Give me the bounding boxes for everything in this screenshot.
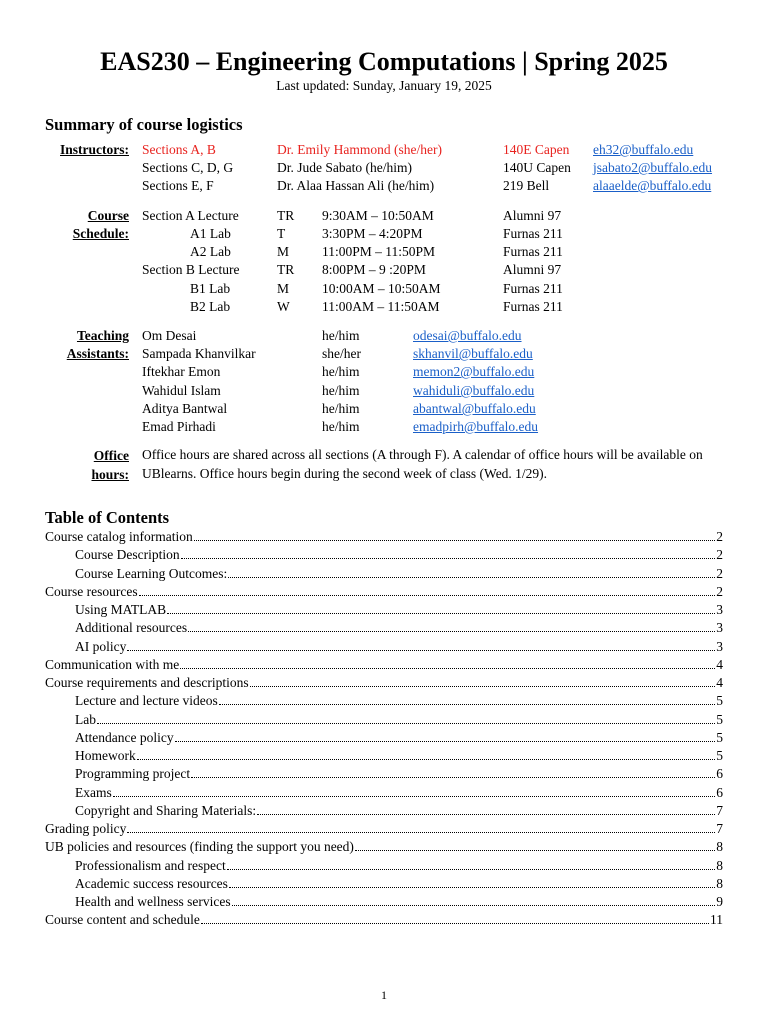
instructor-sections: Sections E, F bbox=[142, 178, 214, 193]
schedule-days: T bbox=[277, 226, 286, 241]
toc-entry-page: 3 bbox=[716, 620, 723, 636]
instructor-sections: Sections C, D, G bbox=[142, 160, 234, 175]
toc-entry-title: Course requirements and descriptions bbox=[45, 675, 249, 690]
ta-email-link[interactable]: abantwal@buffalo.edu bbox=[413, 401, 536, 416]
toc-dot-leader bbox=[188, 630, 715, 632]
toc-entry[interactable] bbox=[75, 746, 723, 764]
toc-entry-title: Communication with me bbox=[45, 656, 180, 672]
ta-email-link[interactable]: emadpirh@buffalo.edu bbox=[413, 419, 539, 434]
toc-entry-title: Exams bbox=[75, 784, 112, 800]
schedule-time: 10:00AM – 10:50AM bbox=[322, 281, 441, 296]
schedule-room: Furnas 211 bbox=[503, 281, 563, 296]
schedule-time: 11:00AM – 11:50AM bbox=[322, 299, 440, 314]
ta-pronouns: he/him bbox=[322, 383, 360, 398]
toc-entry[interactable] bbox=[75, 801, 723, 819]
toc-entry-title: Additional resources bbox=[75, 620, 188, 636]
schedule-session-name: B2 Lab bbox=[190, 299, 231, 314]
toc-entry-page: 8 bbox=[716, 875, 723, 891]
schedule-session-name: B1 Lab bbox=[190, 281, 231, 296]
toc-entry-title: Course content and schedule bbox=[45, 912, 200, 928]
toc-dot-leader bbox=[181, 557, 716, 559]
toc-entry-title: Programming project bbox=[75, 766, 191, 782]
schedule-session-name: Section A Lecture bbox=[142, 208, 239, 223]
toc-entry-page: 5 bbox=[716, 748, 723, 763]
instructor-name: Dr. Jude Sabato (he/him) bbox=[277, 160, 412, 175]
toc-dot-leader bbox=[127, 831, 715, 833]
schedule-room: Furnas 211 bbox=[503, 244, 563, 259]
toc-entry-page: 5 bbox=[716, 729, 723, 745]
toc-dot-leader bbox=[355, 849, 715, 851]
schedule-label-line2: Schedule: bbox=[72, 226, 129, 241]
schedule-time: 8:00PM – 9 :20PM bbox=[322, 262, 426, 277]
toc-entry[interactable] bbox=[45, 673, 723, 691]
toc-entry[interactable] bbox=[75, 764, 723, 782]
toc-dot-leader bbox=[257, 813, 715, 815]
ta-pronouns: he/him bbox=[322, 419, 360, 434]
schedule-label-line1: Course bbox=[87, 208, 129, 223]
toc-entry-title: Attendance policy bbox=[75, 729, 174, 745]
toc-entry-page: 6 bbox=[716, 766, 723, 782]
ta-pronouns: he/him bbox=[322, 328, 360, 343]
page-number: 1 bbox=[381, 988, 387, 1002]
toc-dot-leader bbox=[113, 795, 716, 797]
ta-email-link[interactable]: odesai@buffalo.edu bbox=[413, 328, 522, 343]
office-hours-text: Office hours are shared across all sections (A through F). A calendar of office hours will be available on UBlearns. Office hours begin during the second week of class (Wed. 1/29). bbox=[142, 447, 703, 481]
schedule-days: M bbox=[277, 244, 290, 259]
schedule-room: Alumni 97 bbox=[503, 262, 562, 277]
toc-entry[interactable] bbox=[75, 874, 723, 892]
toc-entry-page: 6 bbox=[716, 784, 723, 800]
instructor-office: 140E Capen bbox=[503, 142, 570, 157]
toc-entry-page: 5 bbox=[716, 693, 723, 709]
toc-dot-leader bbox=[229, 886, 715, 888]
toc-entry-page: 2 bbox=[716, 583, 723, 599]
toc-entry[interactable] bbox=[45, 582, 723, 600]
instructor-office: 140U Capen bbox=[503, 160, 571, 175]
toc-entry-page: 5 bbox=[716, 711, 723, 727]
ta-name: Aditya Bantwal bbox=[142, 401, 228, 416]
schedule-days: W bbox=[277, 299, 290, 314]
toc-entry-title: Course Description bbox=[75, 547, 180, 563]
instructor-sections: Sections A, B bbox=[142, 142, 216, 157]
toc-entry-title: AI policy bbox=[75, 638, 127, 654]
toc-entry[interactable] bbox=[45, 837, 723, 855]
toc-entry-page: 7 bbox=[716, 821, 723, 836]
toc-dot-leader bbox=[175, 740, 716, 742]
document-title: EAS230 – Engineering Computations | Spring 2025 bbox=[100, 47, 668, 76]
toc-dot-leader bbox=[191, 776, 715, 778]
toc-entry[interactable] bbox=[75, 545, 723, 563]
schedule-time: 3:30PM – 4:20PM bbox=[322, 226, 423, 241]
schedule-time: 11:00PM – 11:50PM bbox=[322, 244, 436, 259]
toc-entry[interactable] bbox=[75, 637, 723, 655]
schedule-session-name: A2 Lab bbox=[190, 244, 231, 259]
toc-entry[interactable] bbox=[45, 655, 723, 673]
instructor-office: 219 Bell bbox=[503, 178, 550, 193]
schedule-days: TR bbox=[277, 208, 295, 223]
last-updated: Last updated: Sunday, January 19, 2025 bbox=[276, 78, 492, 93]
instructor-email-link[interactable]: jsabato2@buffalo.edu bbox=[593, 160, 713, 175]
toc-entry-page: 7 bbox=[716, 802, 723, 818]
toc-entry-page: 3 bbox=[716, 638, 723, 654]
toc-entry-page: 2 bbox=[716, 547, 723, 563]
toc-entry-page: 9 bbox=[716, 894, 723, 909]
ta-email-link[interactable]: wahiduli@buffalo.edu bbox=[413, 383, 535, 398]
ta-pronouns: he/him bbox=[322, 401, 360, 416]
toc-entry-title: Lecture and lecture videos bbox=[75, 693, 218, 709]
toc-entry-page: 11 bbox=[710, 912, 723, 928]
toc-dot-leader bbox=[127, 649, 715, 651]
toc-entry-title: Homework bbox=[75, 748, 136, 763]
toc-entry-title: Health and wellness services bbox=[75, 894, 231, 909]
toc-entry-page: 8 bbox=[716, 857, 723, 873]
ta-pronouns: he/him bbox=[322, 364, 360, 379]
ta-name: Iftekhar Emon bbox=[142, 364, 221, 379]
toc-entry[interactable] bbox=[75, 691, 723, 709]
instructor-email-link[interactable]: eh32@buffalo.edu bbox=[593, 142, 694, 157]
toc-entry[interactable] bbox=[45, 910, 723, 928]
ta-pronouns: she/her bbox=[322, 346, 361, 361]
toc-dot-leader bbox=[194, 539, 716, 541]
toc-dot-leader bbox=[97, 722, 715, 724]
instructors-label: Instructors: bbox=[60, 142, 129, 157]
toc-entry-title: Course catalog information bbox=[45, 529, 193, 544]
ta-name: Emad Pirhadi bbox=[142, 419, 216, 434]
toc-entry-title: Academic success resources bbox=[75, 875, 228, 891]
toc-entry-title: Course resources bbox=[45, 583, 138, 599]
toc-heading: Table of Contents bbox=[45, 508, 170, 527]
ta-label-line1: Teaching bbox=[76, 328, 129, 343]
toc-entry-title: Course Learning Outcomes: bbox=[75, 565, 228, 581]
ta-email-link[interactable]: skhanvil@buffalo.edu bbox=[413, 346, 533, 361]
toc-entry[interactable] bbox=[75, 600, 723, 618]
ta-name: Wahidul Islam bbox=[142, 383, 221, 398]
toc-dot-leader bbox=[167, 612, 715, 614]
summary-heading: Summary of course logistics bbox=[45, 115, 243, 134]
toc-dot-leader bbox=[232, 904, 716, 906]
toc-entry[interactable] bbox=[75, 783, 723, 801]
toc-entry-title: Professionalism and respect bbox=[75, 857, 226, 873]
ta-email-link[interactable]: memon2@buffalo.edu bbox=[413, 364, 535, 379]
toc-dot-leader bbox=[250, 685, 716, 687]
schedule-room: Furnas 211 bbox=[503, 226, 563, 241]
ta-name: Sampada Khanvilkar bbox=[142, 346, 256, 361]
schedule-time: 9:30AM – 10:50AM bbox=[322, 208, 434, 223]
toc-dot-leader bbox=[227, 868, 716, 870]
instructor-name: Dr. Emily Hammond (she/her) bbox=[277, 142, 442, 157]
toc-entry[interactable] bbox=[75, 618, 723, 636]
toc-entry[interactable] bbox=[75, 856, 723, 874]
toc-dot-leader bbox=[137, 758, 716, 760]
toc-entry[interactable] bbox=[75, 710, 723, 728]
schedule-days: M bbox=[277, 281, 290, 296]
schedule-room: Furnas 211 bbox=[503, 299, 563, 314]
toc-entry-title: Lab bbox=[75, 711, 96, 727]
schedule-days: TR bbox=[277, 262, 295, 277]
office-hours-label-line1: Office bbox=[93, 448, 129, 463]
instructor-email-link[interactable]: alaaelde@buffalo.edu bbox=[593, 178, 712, 193]
toc-entry-title: Using MATLAB bbox=[75, 602, 167, 617]
toc-entry[interactable] bbox=[75, 564, 723, 582]
toc-entry-title: Grading policy bbox=[45, 821, 127, 836]
toc-entry-page: 4 bbox=[716, 656, 723, 672]
toc-entry[interactable] bbox=[75, 728, 723, 746]
schedule-room: Alumni 97 bbox=[503, 208, 562, 223]
toc-entry[interactable] bbox=[45, 527, 723, 545]
toc-dot-leader bbox=[201, 922, 709, 924]
ta-label-line2: Assistants: bbox=[66, 346, 129, 361]
toc-dot-leader bbox=[180, 667, 715, 669]
toc-entry-page: 8 bbox=[716, 839, 723, 855]
schedule-session-name: Section B Lecture bbox=[142, 262, 240, 277]
instructor-name: Dr. Alaa Hassan Ali (he/him) bbox=[277, 178, 435, 193]
toc-entry-page: 2 bbox=[716, 565, 723, 581]
toc-dot-leader bbox=[219, 703, 715, 705]
office-hours-label-line2: hours: bbox=[91, 467, 129, 482]
toc-entry-title: Copyright and Sharing Materials: bbox=[75, 802, 257, 818]
toc-dot-leader bbox=[228, 576, 715, 578]
toc-entry-title: UB policies and resources (finding the support you need) bbox=[45, 839, 354, 855]
schedule-session-name: A1 Lab bbox=[190, 226, 231, 241]
toc-entry-page: 4 bbox=[716, 675, 723, 690]
ta-name: Om Desai bbox=[142, 328, 197, 343]
toc-dot-leader bbox=[139, 594, 716, 596]
toc-entry[interactable] bbox=[45, 819, 723, 837]
toc-entry-page: 2 bbox=[716, 529, 723, 544]
toc-entry[interactable] bbox=[75, 892, 723, 910]
toc-entry-page: 3 bbox=[716, 602, 723, 617]
